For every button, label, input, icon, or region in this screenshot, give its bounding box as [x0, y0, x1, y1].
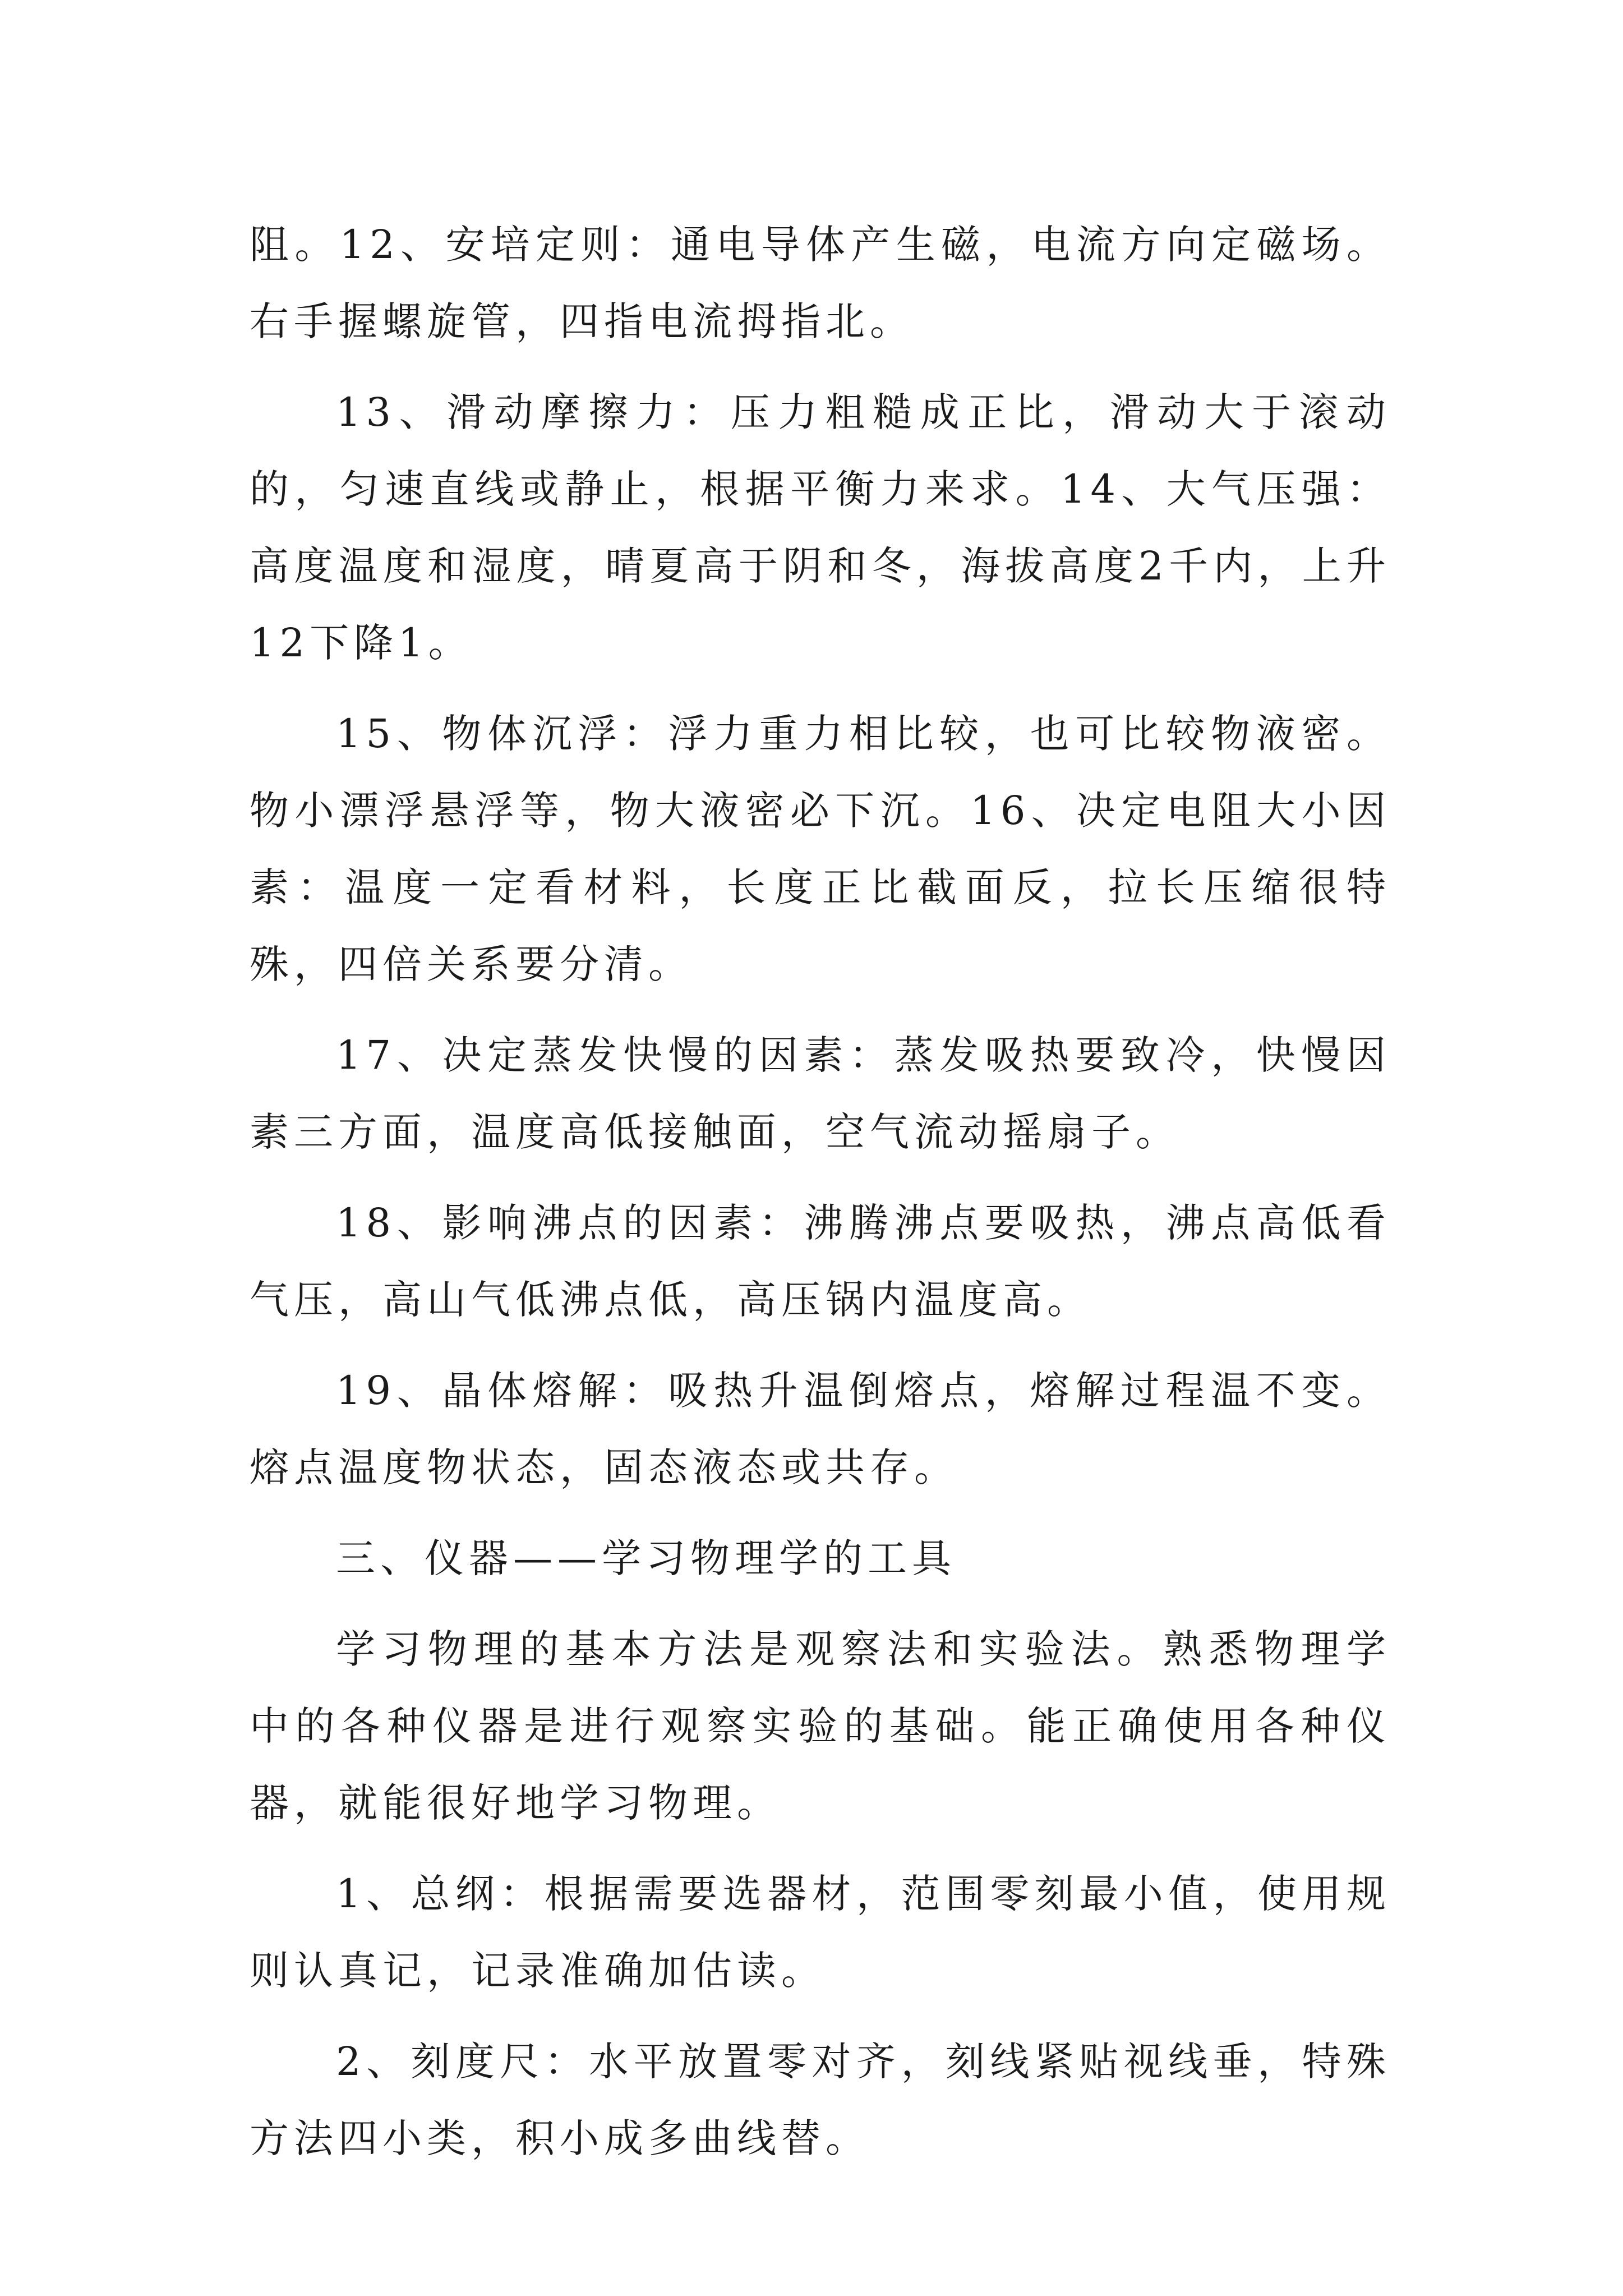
- paragraph-4: 17、决定蒸发快慢的因素：蒸发吸热要致冷，快慢因素三方面，温度高低接触面，空气流动摇扇子。: [250, 1032, 1391, 1155]
- paragraph-10: 2、刻度尺：水平放置零对齐，刻线紧贴视线垂，特殊方法四小类，积小成多曲线替。: [250, 2039, 1391, 2161]
- section-heading: 三、仪器——学习物理学的工具: [336, 1535, 956, 1581]
- paragraph-5: 18、影响沸点的因素：沸腾沸点要吸热，沸点高低看气压，高山气低沸点低，高压锅内温度高。: [250, 1200, 1391, 1323]
- document-body: [250, 206, 1391, 2191]
- paragraph-3: 15、物体沉浮：浮力重力相比较，也可比较物液密。物小漂浮悬浮等，物大液密必下沉。16、决定电阻大小因素：温度一定看材料，长度正比截面反，拉长压缩很特殊，四倍关系要分清。: [250, 711, 1391, 987]
- paragraph-8: 学习物理的基本方法是观察法和实验法。熟悉物理学中的各种仪器是进行观察实验的基础。能正确使用各种仪器，就能很好地学习物理。: [250, 1626, 1391, 1826]
- paragraph-9: 1、总纲：根据需要选器材，范围零刻最小值，使用规则认真记，记录准确加估读。: [250, 1871, 1391, 1994]
- paragraph-2: 13、滑动摩擦力：压力粗糙成正比，滑动大于滚动的，匀速直线或静止，根据平衡力来求。14、大气压强：高度温度和湿度，晴夏高于阴和冬，海拔高度2千内，上升12下降1。: [250, 389, 1391, 666]
- paragraph-1: 阻。12、安培定则：通电导体产生磁，电流方向定磁场。右手握螺旋管，四指电流拇指北。: [250, 222, 1391, 344]
- paragraph-6: 19、晶体熔解：吸热升温倒熔点，熔解过程温不变。熔点温度物状态，固态液态或共存。: [250, 1368, 1391, 1490]
